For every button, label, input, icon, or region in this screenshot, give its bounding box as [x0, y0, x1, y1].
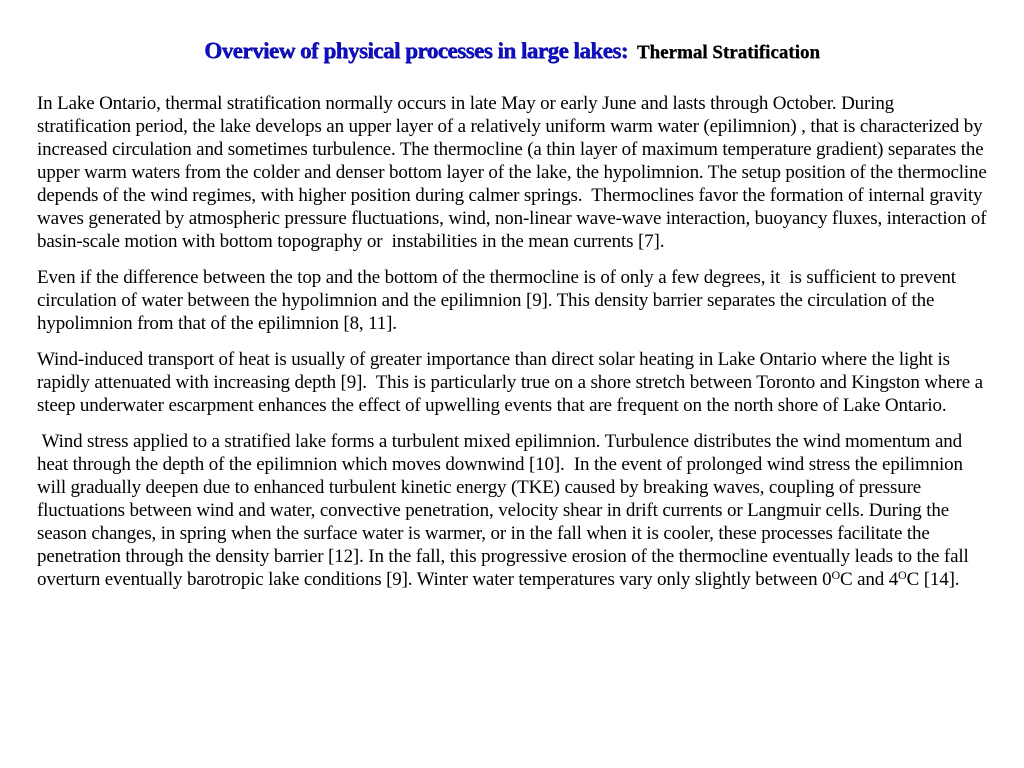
paragraph-density-barrier: Even if the difference between the top and the bottom of the thermocline is of only a few degrees, it is sufficient to prevent circulation of water between the hypolimnion and the epilimnion [9]. This density barrier separates the circulation of the hypolimnion from that of the epilimnion [8, 11]. [37, 267, 961, 334]
paragraph-wind-induced-transport: Wind-induced transport of heat is usually of greater importance than direct solar heating in Lake Ontario where the light is rapidly attenuated with increasing depth [9]. This is particularly true on a shore stretch between Toronto and Kingston where a steep underwater escarpment enhances the effect of upwelling events that are frequent on the north shore of Lake Ontario. [37, 349, 988, 416]
superscript-o: O [898, 568, 907, 582]
title-main: Overview of physical processes in large lakes: [204, 38, 628, 63]
paragraph-stratification-overview: In Lake Ontario, thermal stratification normally occurs in late May or early June and lasts through October. During stratification period, the lake develops an upper layer of a relatively uniform warm water (epilimnion) , that is characterized by increased circulation and sometimes turbulence. The thermocline (a thin layer of maximum temperature gradient) separates the upper warm waters from the colder and denser bottom layer of the lake, the hypolimnion. The setup position of the thermocline depends of the wind regimes, with higher position during calmer springs. Thermoclines favor the formation of internal gravity waves generated by atmospheric pressure fluctuations, wind, non-linear wave-wave interaction, buoyancy fluxes, interaction of basin-scale motion with bottom topography or instabilities in the mean currents [7]. [37, 93, 992, 252]
body-text [37, 92, 992, 591]
page-title [0, 33, 1024, 67]
paragraph-wind-stress-text: C [14]. [906, 569, 960, 590]
paragraph-wind-stress [37, 430, 987, 591]
title-subtitle: Thermal Stratification [636, 42, 820, 63]
paragraph-wind-stress-text: Wind stress applied to a stratified lake forms a turbulent mixed epilimnion. Turbulence distributes the wind momentum and heat through the depth of the epilimnion which moves downwind [10]. In the event of prolonged wind stress the epilimnion will gradually deepen due to enhanced turbulent kinetic energy (TKE) caused by breaking waves, coupling of pressure fluctuations between wind and water, convective penetration, velocity shear in drift currents or Langmuir cells. During the season changes, in spring when the surface water is warmer, or in the fall when it is cooler, these processes facilitate the penetration through the density barrier [12]. In the fall, this progressive erosion of the thermocline eventually leads to the fall overturn eventually barotropic lake conditions [9]. Winter water temperatures vary only slightly between 0 [37, 431, 974, 590]
superscript-o: O [831, 568, 840, 582]
paragraph-wind-stress-text: C and 4 [839, 569, 899, 590]
